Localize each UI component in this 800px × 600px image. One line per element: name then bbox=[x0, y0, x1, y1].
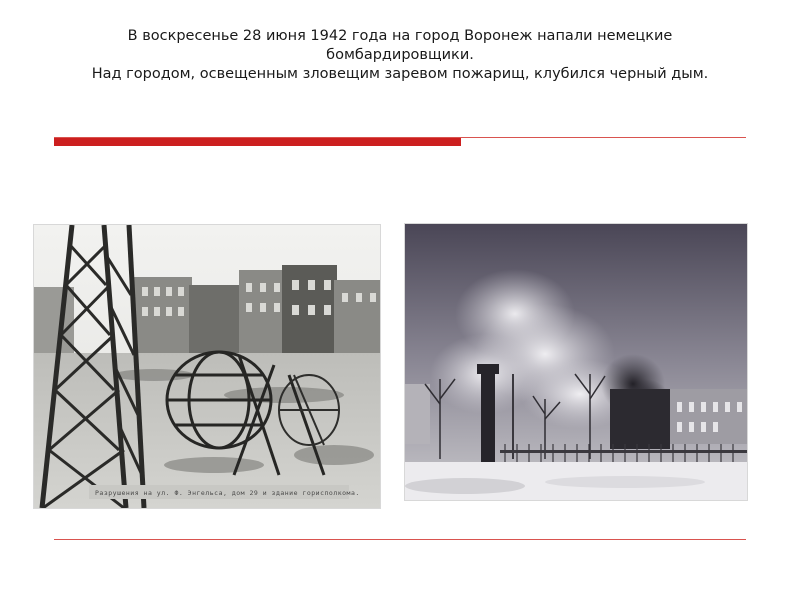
slide-heading bbox=[60, 27, 740, 84]
heading-line-2: Над городом, освещенным зловещим заревом пожарищ, клубился черный дым. bbox=[91, 66, 709, 82]
bottom-divider bbox=[54, 539, 746, 540]
accent-bar bbox=[54, 138, 461, 146]
photo-right-smoke bbox=[405, 224, 747, 500]
heading-line-1: В воскресенье 28 июня 1942 года на город Воронеж напали немецкие бомбардировщики. bbox=[127, 28, 673, 63]
photo-left-caption: Разрушения на ул. Ф. Энгельса, дом 29 и здание горисполкома. bbox=[95, 489, 360, 497]
photo-left-ruins bbox=[34, 225, 380, 508]
